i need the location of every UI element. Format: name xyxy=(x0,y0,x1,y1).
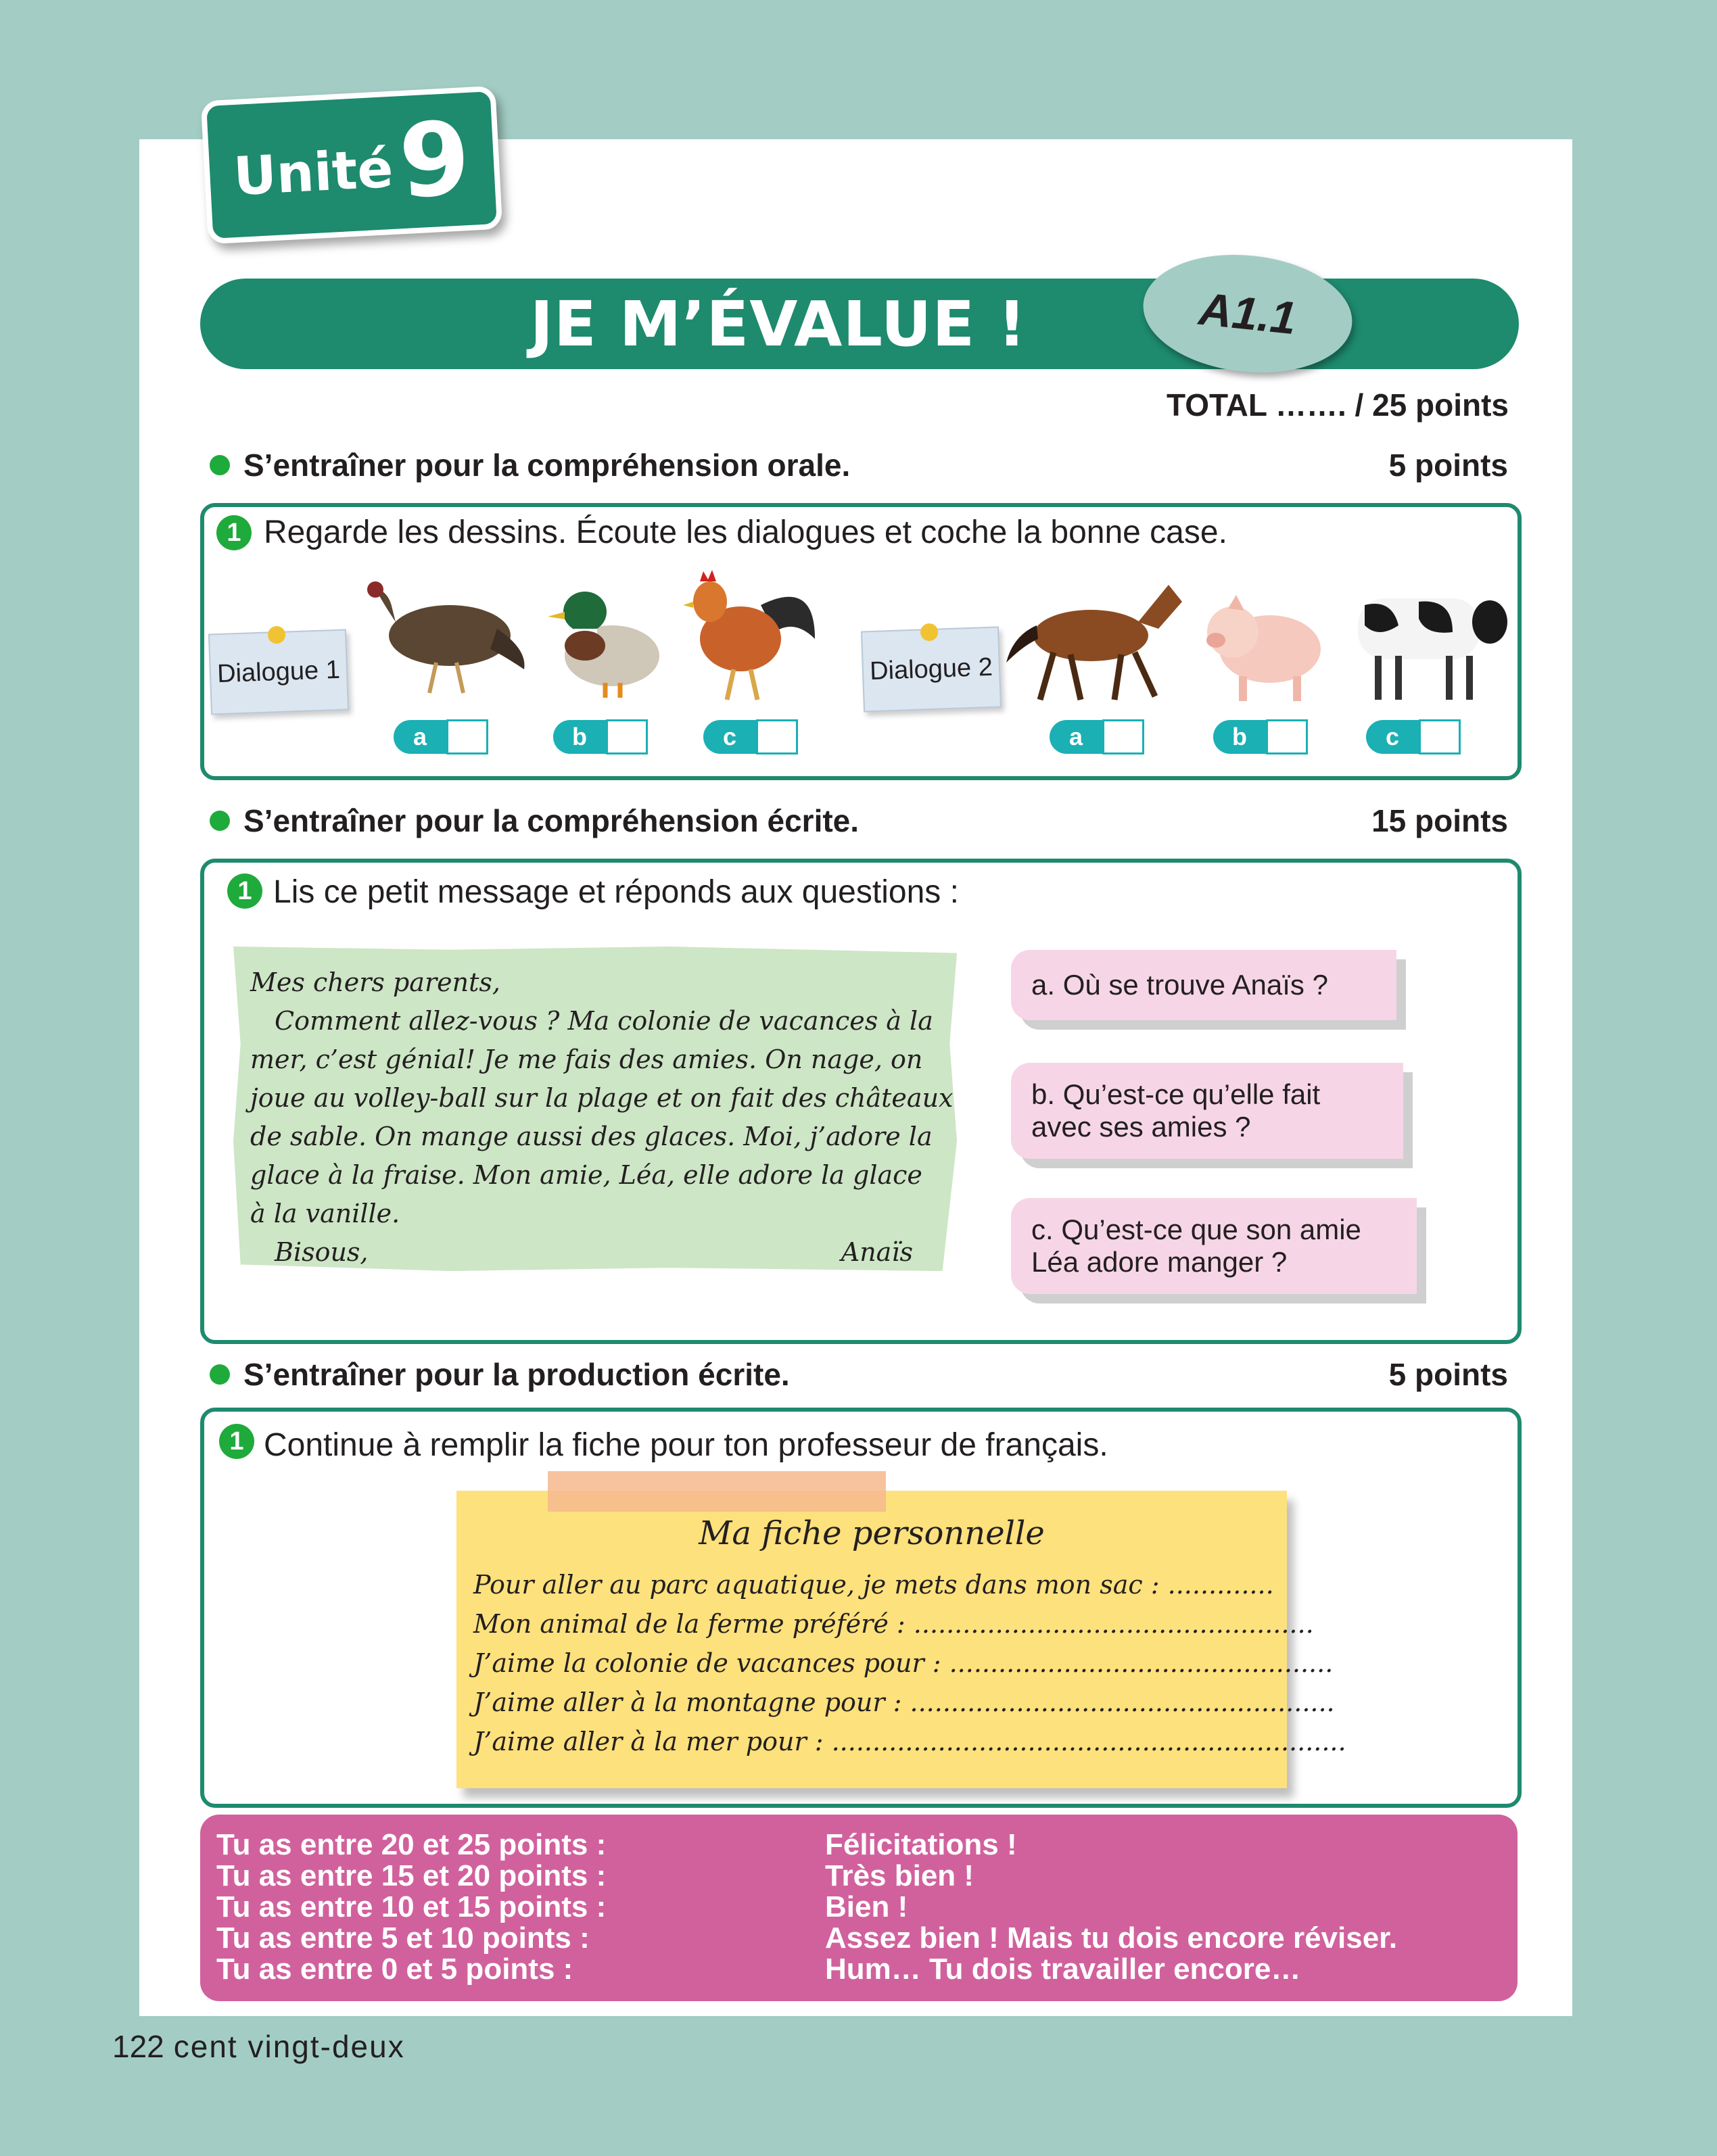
total-score: TOTAL ……. / 25 points xyxy=(1166,387,1509,423)
letter-signature: Anaïs xyxy=(841,1237,913,1267)
unit-number: 9 xyxy=(396,99,473,222)
cow-icon xyxy=(1336,575,1511,703)
pin-icon xyxy=(920,623,939,642)
dialogue-label: Dialogue 2 xyxy=(869,652,993,686)
check-square[interactable] xyxy=(1419,719,1461,754)
exercise-number-badge: 1 xyxy=(219,1424,254,1459)
question-b xyxy=(1011,1063,1403,1159)
scale-row xyxy=(216,1892,1501,1923)
exercise-instruction: Regarde les dessins. Écoute les dialogues et coche la bonne case. xyxy=(264,514,1227,550)
scale-result: Félicitations ! xyxy=(825,1828,1017,1861)
page-footer xyxy=(112,2028,405,2065)
scale-range: Tu as entre 20 et 25 points : xyxy=(216,1828,607,1861)
checkbox-dialogue2-c[interactable] xyxy=(1366,719,1461,754)
check-square[interactable] xyxy=(446,719,488,754)
option-label: b xyxy=(553,720,606,754)
checkbox-dialogue1-c[interactable] xyxy=(703,719,798,754)
letter-line: joue au volley-ball sur la plage et on fait des châteaux xyxy=(250,1083,954,1113)
option-label: a xyxy=(394,720,446,754)
question-text: avec ses amies ? xyxy=(1031,1111,1251,1143)
turkey-icon xyxy=(352,575,534,696)
bullet-icon xyxy=(210,1364,230,1385)
checkbox-dialogue1-b[interactable] xyxy=(553,719,648,754)
bullet-icon xyxy=(210,455,230,475)
exercise-instruction: Continue à remplir la fiche pour ton professeur de français. xyxy=(264,1427,1108,1463)
rooster-icon xyxy=(669,561,825,703)
section-heading-reading xyxy=(210,800,1508,841)
checkbox-dialogue2-b[interactable] xyxy=(1213,719,1308,754)
scale-range: Tu as entre 15 et 20 points : xyxy=(216,1859,607,1892)
score-scale xyxy=(200,1815,1518,2001)
option-label: c xyxy=(703,720,756,754)
section-heading-oral xyxy=(210,445,1508,485)
option-label: b xyxy=(1213,720,1266,754)
scale-row xyxy=(216,1861,1501,1892)
bullet-icon xyxy=(210,811,230,831)
exercise-instruction: Lis ce petit message et réponds aux questions : xyxy=(273,874,959,910)
scale-range: Tu as entre 0 et 5 points : xyxy=(216,1953,573,1986)
scale-result: Bien ! xyxy=(825,1890,908,1923)
dialogue-label: Dialogue 1 xyxy=(216,655,341,688)
level-label: A1.1 xyxy=(1196,283,1299,345)
check-square[interactable] xyxy=(756,719,798,754)
scale-row xyxy=(216,1954,1501,1985)
letter-text xyxy=(250,963,954,1272)
scale-result: Hum… Tu dois travailler encore… xyxy=(825,1953,1301,1986)
check-square[interactable] xyxy=(1102,719,1144,754)
question-text: b. Qu’est-ce qu’elle fait xyxy=(1031,1078,1321,1110)
letter-closing: Bisous, xyxy=(275,1237,369,1267)
section-points: 15 points xyxy=(1371,803,1508,838)
page-number: 122 xyxy=(112,2029,164,2064)
dialogue-2-note xyxy=(861,626,1002,712)
section-points: 5 points xyxy=(1388,1357,1508,1392)
check-square[interactable] xyxy=(1266,719,1308,754)
letter-line: glace à la fraise. Mon amie, Léa, elle adore la glace xyxy=(250,1160,922,1190)
section-title: S’entraîner pour la compréhension écrite. xyxy=(243,803,860,838)
letter-line: Mes chers parents, xyxy=(250,967,500,997)
question-text: a. Où se trouve Anaïs ? xyxy=(1031,969,1328,1001)
scale-range: Tu as entre 10 et 15 points : xyxy=(216,1890,607,1923)
tape-strip xyxy=(548,1471,886,1512)
dialogue-1-note xyxy=(208,629,349,715)
fiche-field[interactable]: Mon animal de la ferme préféré : ................................................. xyxy=(473,1609,1314,1639)
scale-result: Assez bien ! Mais tu dois encore réviser. xyxy=(825,1921,1398,1955)
checkbox-dialogue2-a[interactable] xyxy=(1050,719,1144,754)
letter-closing-row xyxy=(250,1233,933,1272)
section-title: S’entraîner pour la compréhension orale. xyxy=(243,448,851,483)
page-number-words: cent vingt-deux xyxy=(173,2029,405,2064)
scale-row xyxy=(216,1923,1501,1954)
scale-row xyxy=(216,1829,1501,1861)
fiche-field[interactable]: J’aime aller à la montagne pour : .................................................... xyxy=(473,1687,1335,1717)
unit-badge xyxy=(201,86,502,245)
unit-word: Unité xyxy=(232,138,395,208)
option-label: c xyxy=(1366,720,1419,754)
fiche-field[interactable]: Pour aller au parc aquatique, je mets dans mon sac : ............. xyxy=(473,1570,1274,1600)
exercise-number-badge: 1 xyxy=(216,515,252,550)
question-a xyxy=(1011,950,1396,1020)
scale-range: Tu as entre 5 et 10 points : xyxy=(216,1921,590,1955)
section-heading-writing xyxy=(210,1354,1508,1395)
question-text: c. Qu’est-ce que son amie xyxy=(1031,1214,1361,1245)
section-title: S’entraîner pour la production écrite. xyxy=(243,1357,790,1392)
fiche-field[interactable]: J’aime la colonie de vacances pour : ............................................... xyxy=(473,1648,1334,1678)
duck-icon xyxy=(541,571,669,700)
fiche-field[interactable]: J’aime aller à la mer pour : ............................................................... xyxy=(473,1727,1346,1756)
pig-icon xyxy=(1194,581,1329,703)
section-points: 5 points xyxy=(1388,448,1508,483)
letter-line: de sable. On mange aussi des glaces. Moi, j’adore la xyxy=(250,1122,933,1151)
question-text: Léa adore manger ? xyxy=(1031,1246,1288,1278)
pin-icon xyxy=(268,626,286,644)
page-title: JE M’ÉVALUE ! xyxy=(530,287,1027,360)
scale-result: Très bien ! xyxy=(825,1859,974,1892)
letter-line: mer, c’est génial! Je me fais des amies. On nage, on xyxy=(250,1045,923,1074)
option-label: a xyxy=(1050,720,1102,754)
fiche-title: Ma fiche personnelle xyxy=(699,1514,1045,1552)
exercise-number-badge: 1 xyxy=(227,873,262,909)
letter-line: à la vanille. xyxy=(250,1199,400,1228)
question-c xyxy=(1011,1198,1417,1294)
checkbox-dialogue1-a[interactable] xyxy=(394,719,488,754)
horse-icon xyxy=(1001,571,1190,703)
check-square[interactable] xyxy=(606,719,648,754)
letter-line: Comment allez-vous ? Ma colonie de vacances à la xyxy=(275,1006,933,1036)
